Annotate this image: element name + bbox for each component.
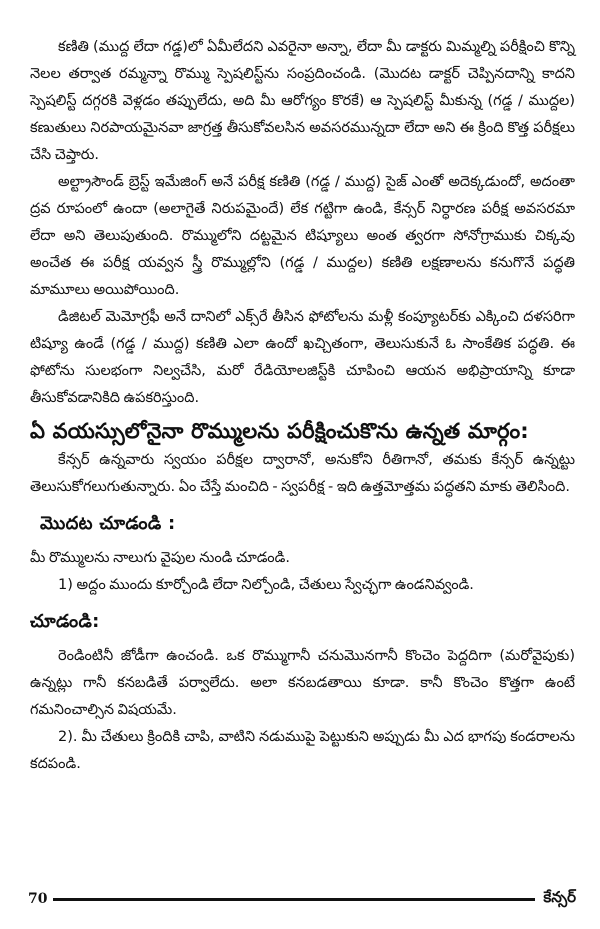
- page-number: 70: [28, 891, 48, 907]
- paragraph-digital-mammography: డిజిటల్ మెమోగ్రఫీ అనే దానిలో ఎక్స్‌రే తీసిన ఫోటోలను మళ్లీ కంప్యూటర్‌కు ఎక్కించి దళసరిగా టిష్యూ ఉండే (గడ్డ / ముద్ద) కణితి ఎలా ఉందో ఖచ్చితంగా, తెలుసుకునే ఓ సాంకేతిక పద్ధతి. ఈ ఫోటోను సులభంగా నిల్వచేసి, మరో రేడియోలజిస్ట్‌కి చూపించి ఆయన అభిప్రాయాన్ని కూడా తీసుకోవడానికిది ఉపకరిస్తుంది.: [30, 309, 575, 406]
- page-footer: [28, 888, 576, 910]
- paragraph-compare: రెండింటినీ జోడీగా ఉంచండి. ఒక రొమ్ముగానీ చనుమొనగానీ కొంచెం పెద్దదిగా (మరోవైపుకు) ఉన్నట్లు గానీ కనబడితే పర్వాలేదు. అలా కనబడతాయి కూడా. కానీ కొంచెం కొత్తగా ఉంటే గమనించాల్సిన విషయమే.: [30, 648, 575, 718]
- paragraph-tumor-consult: కణితి (ముద్ద లేదా గడ్డ)లో ఏమీలేదని ఎవరైనా అన్నా, లేదా మీ డాక్టరు మిమ్మల్ని పరీక్షించి కొన్ని నెలల తర్వాత రమ్మన్నా రొమ్ము స్పెషలిస్ట్‌ను సంప్రదించండి. (మొదట డాక్టర్ చెప్పినదాన్ని కాదని స్పెషలిస్ట్ దగ్గరకి వెళ్లడం తప్పులేదు, అది మీ ఆరోగ్యం కొరకే) ఆ స్పెషలిస్ట్ మీకున్న (గడ్డ / ముద్దల) కణుతులు నిరపాయమైనవా జాగ్రత్త తీసుకోవలసిన అవసరమున్నదా లేదా అని ఈ క్రింది కొత్త పరీక్షలు చేసి చెప్తారు.: [30, 39, 575, 163]
- subheading-first-look: మొదట చూడండి :: [40, 513, 176, 534]
- footer-rule: [53, 898, 535, 901]
- paragraph-self-exam: కేన్సర్ ఉన్నవారు స్వయం పరీక్షల ద్వారానో, అనుకోని రీతిగానో, తమకు కేన్సర్ ఉన్నట్టు తెలుసుకోగలుగుతున్నారు. ఏం చేస్తే మంచిది - స్వపరీక్ష - ఇది ఉత్తమోత్తమ పద్ధతని మాకు తెలిసింది.: [30, 452, 575, 495]
- paragraph-step-two: 2). మీ చేతులు క్రిందికి చాపి, వాటిని నడుముపై పెట్టుకుని అప్పుడు మీ ఎద భాగపు కండరాలను కదపండి.: [30, 729, 575, 772]
- running-title: కేన్సర్: [543, 888, 576, 906]
- subheading-look: చూడండి:: [30, 611, 100, 632]
- section-heading-breast-exam: ఏ వయస్సులోనైనా రొమ్ములను పరీక్షించుకొను ఉన్నత మార్గం:: [30, 419, 529, 443]
- paragraph-step-one: 1) అద్దం ముందు కూర్చోండి లేదా నిల్చోండి, చేతులు స్వేచ్ఛగా ఉండనివ్వండి.: [58, 577, 474, 593]
- paragraph-ultrasound: అల్ట్రాసౌండ్ బ్రెస్ట్ ఇమేజింగ్ అనే పరీక్ష కణితి (గడ్డ / ముద్ద) సైజ్ ఎంతో అదెక్కడుందో, అదంతా ద్రవ రూపంలో ఉందా (అలాగైతే నిరుపమైందే) లేక గట్టిగా ఉండి, కేన్సర్ నిర్ధారణ పరీక్ష అవసరమా లేదా అని తెలుపుతుంది. రొమ్ములోని దట్టమైన టిష్యూలు అంత త్వరగా సోనోగ్రాముకు చిక్కవు అంచేత ఈ పరీక్ష యవ్వన స్త్రీ రొమ్ముల్లోని (గడ్డ / ముద్దల) కణితి లక్షణాలను కనుగొనే పద్ధతి మామూలు అయిపోయింది.: [30, 174, 575, 298]
- paragraph-four-sides: మీ రొమ్ములను నాలుగు వైపుల నుండి చూడండి.: [30, 550, 290, 566]
- book-page: [30, 34, 575, 778]
